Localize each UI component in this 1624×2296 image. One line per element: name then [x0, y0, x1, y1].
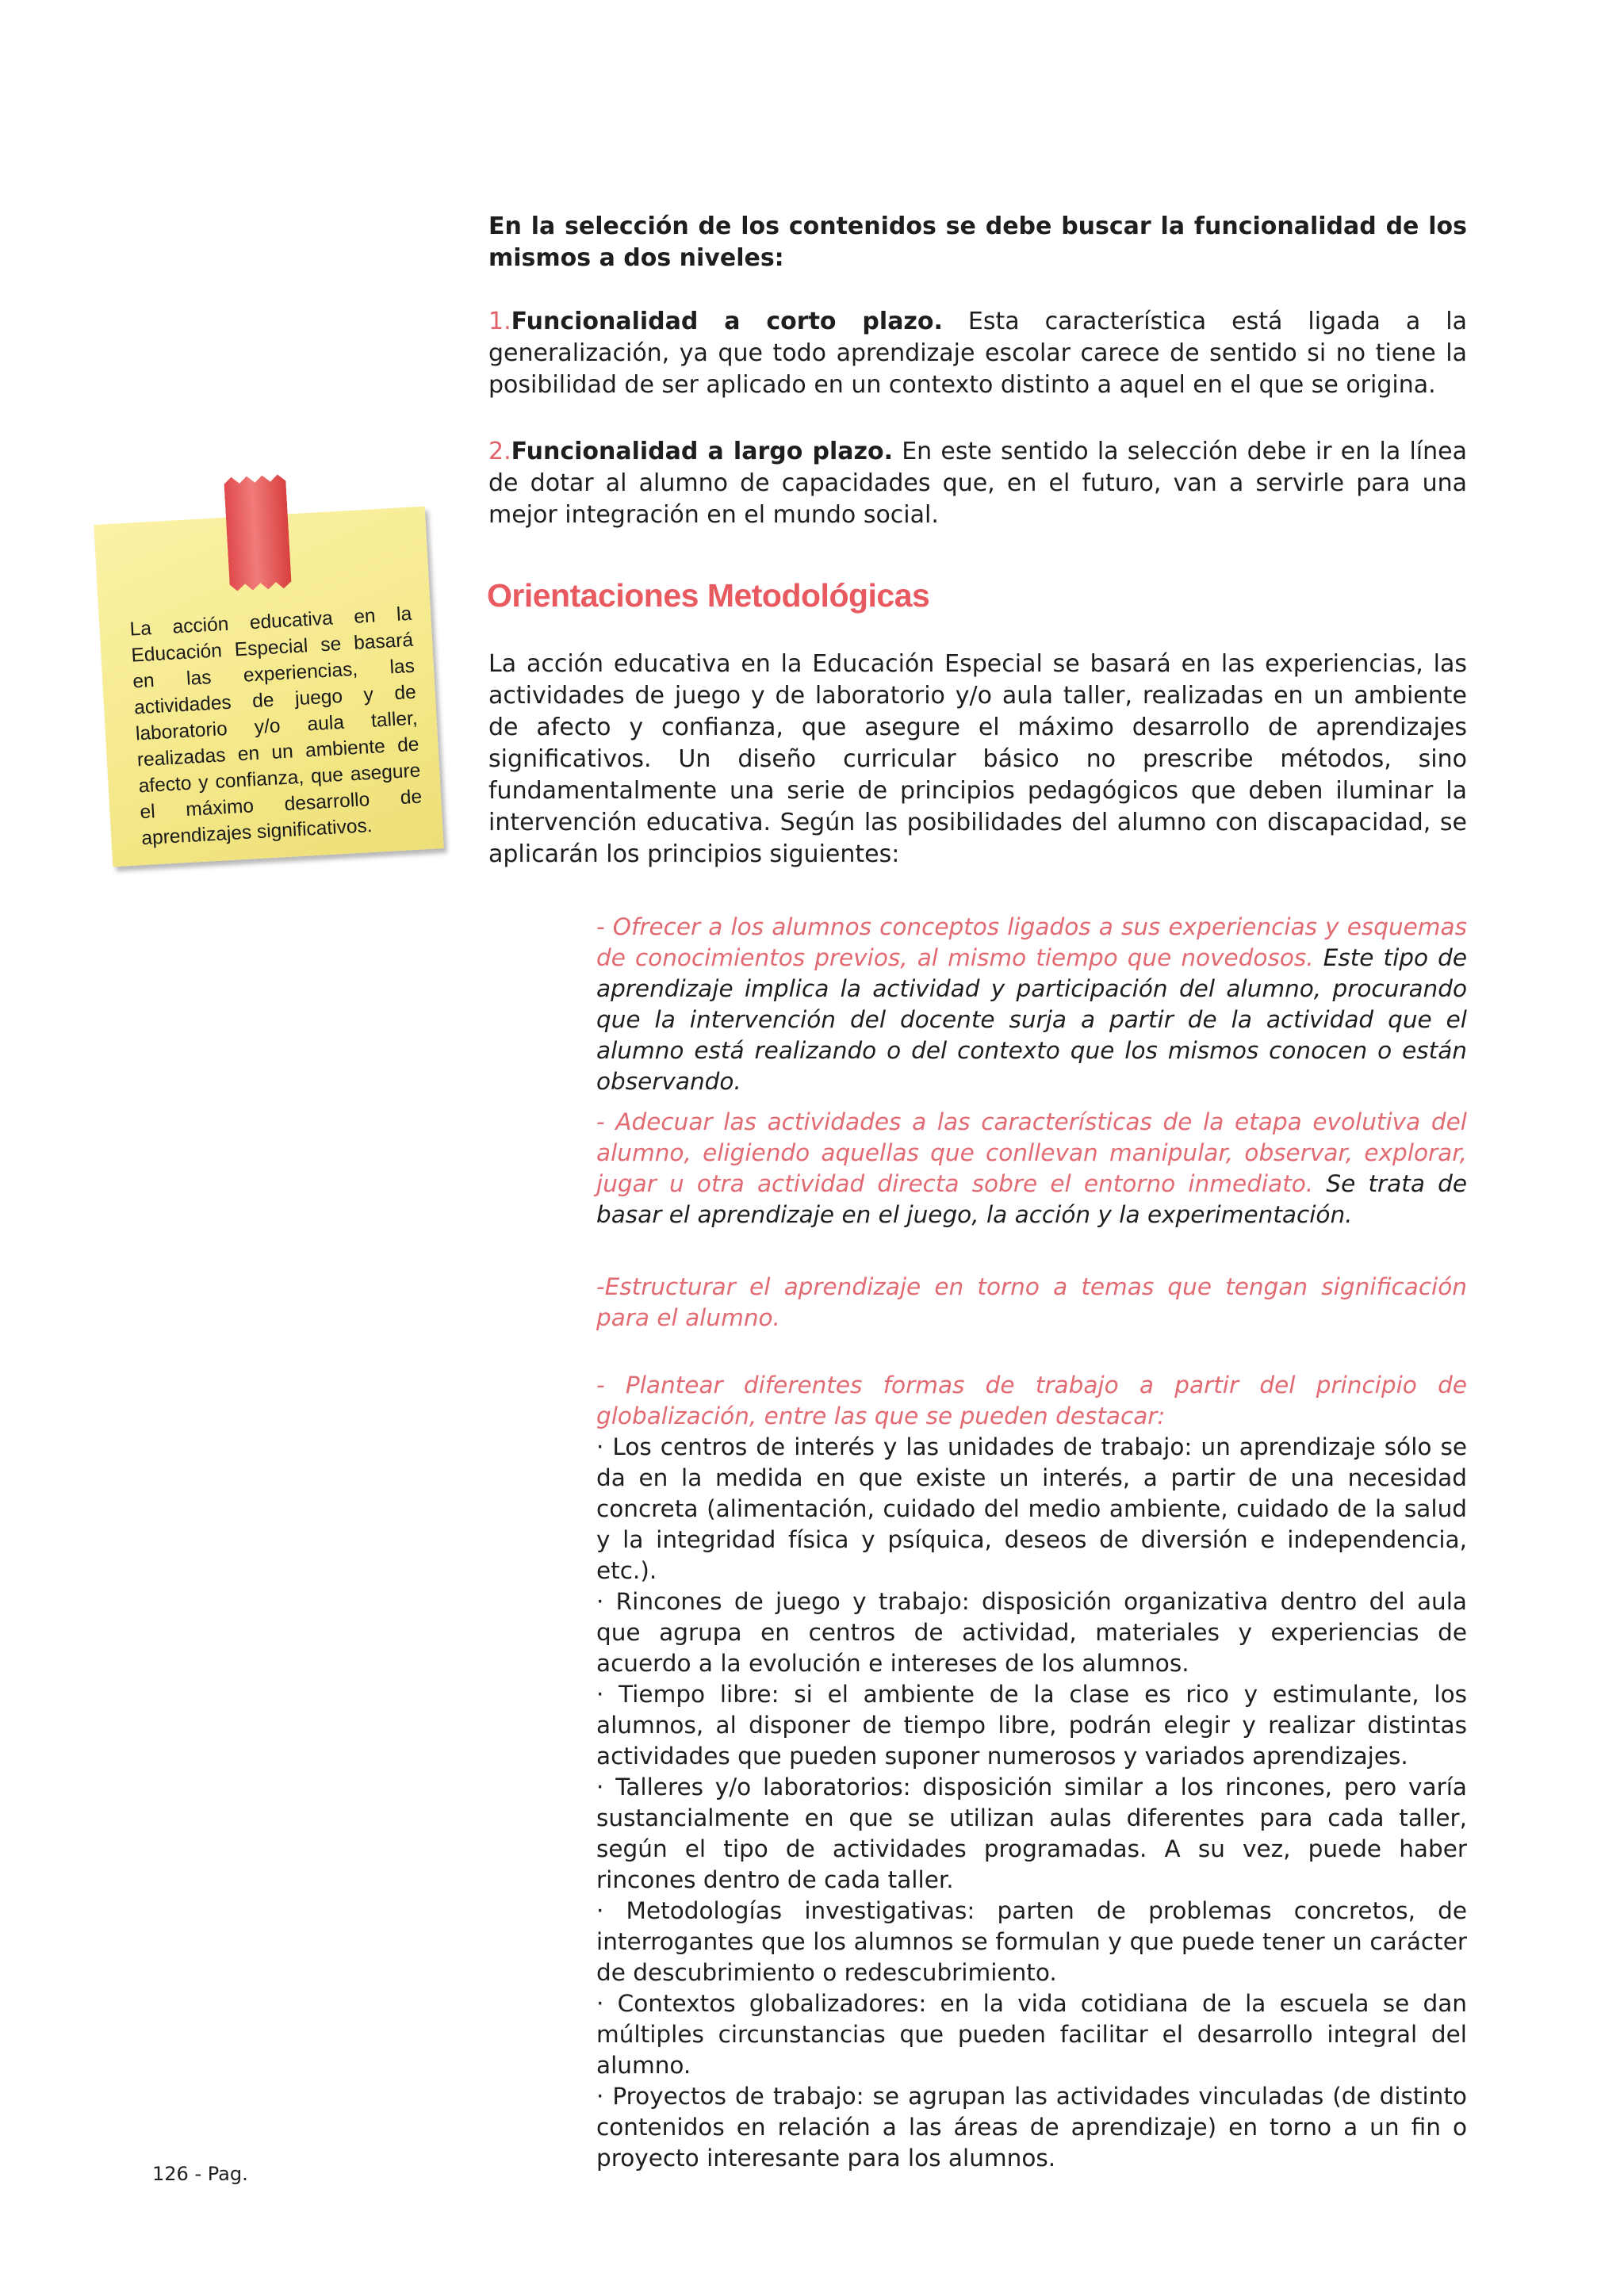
- principle-highlight: -Estructurar el aprendizaje en torno a temas que tengan significación para el alumno.: [596, 1273, 1467, 1331]
- sticky-note-text: La acción educativa en la Educación Especial se basará en las experiencias, las actividades de juego y de laboratorio y/o aula taller, realizadas en un ambiente de afecto y confianza, que asegure el máximo desarrollo de aprendizajes significativos.: [128, 603, 423, 850]
- principle-item: [596, 912, 1467, 1097]
- section-heading: Orientaciones Metodológicas: [487, 577, 930, 614]
- principle-rest: Se trata de basar el aprendizaje en el juego, la acción y la experimentación.: [596, 1170, 1467, 1228]
- item-largo-plazo: [488, 436, 1467, 531]
- method-item: · Los centros de interés y las unidades de trabajo: un aprendizaje sólo se da en la medida en que existe un interés, a partir de una necesidad concreta (alimentación, cuidado del medio ambiente, cuidado de la salud y la integridad física y psíquica, deseos de diversión e independencia, etc.).: [596, 1433, 1467, 1584]
- principle-rest: Este tipo de aprendizaje implica la actividad y participación del alumno, procurando que la intervención del docente surja a partir de la actividad que el alumno está realizando o del contexto que los mismos conocen o están observando.: [596, 944, 1467, 1095]
- method-item: · Tiempo libre: si el ambiente de la clase es rico y estimulante, los alumnos, al disponer de tiempo libre, podrán elegir y realizar distintas actividades que pueden suponer numerosos y variados aprendizajes.: [596, 1681, 1467, 1770]
- item-text: Esta característica está ligada a la generalización, ya que todo aprendizaje escolar carece de sentido si no tiene la posibilidad de ser aplicado en un contexto distinto a aquel en el que se origina.: [488, 308, 1467, 399]
- method-item: · Talleres y/o laboratorios: disposición similar a los rincones, pero varía sustancialmente en que se utilizan aulas diferentes para cada taller, según el tipo de actividades programadas. A su vez, puede haber rincones dentro de cada taller.: [596, 1774, 1467, 1893]
- item-number: 2.: [488, 438, 511, 465]
- principle-item: [596, 1370, 1467, 2174]
- tape-strip: [224, 474, 292, 591]
- principle-highlight: - Plantear diferentes formas de trabajo a partir del principio de globalización, entre las que se pueden destacar:: [596, 1372, 1467, 1429]
- page-number: 126 - Pag.: [152, 2163, 248, 2185]
- intro-paragraph: En la selección de los contenidos se debe buscar la funcionalidad de los mismos a dos niveles:: [488, 212, 1467, 272]
- body-paragraph: La acción educativa en la Educación Especial se basará en las experiencias, las actividades de juego y de laboratorio y/o aula taller, realizadas en un ambiente de afecto y confianza, que asegure el máximo desarrollo de aprendizajes significativos. Un diseño curricular básico no prescribe métodos, sino fundamentalmente una serie de principios pedagógicos que deben iluminar la intervención educativa. Según las posibilidades del alumno con discapacidad, se aplicarán los principios siguientes:: [488, 650, 1467, 868]
- principle-highlight: - Adecuar las actividades a las características de la etapa evolutiva del alumno, eligiendo aquellas que conllevan manipular, observar, explorar, jugar u otra actividad directa sobre el entorno inmediato.: [596, 1108, 1467, 1197]
- principle-highlight: - Ofrecer a los alumnos conceptos ligados a sus experiencias y esquemas de conocimientos previos, al mismo tiempo que novedosos.: [596, 913, 1467, 971]
- method-item: · Contextos globalizadores: en la vida cotidiana de la escuela se dan múltiples circunstancias que pueden facilitar el desarrollo integral del alumno.: [596, 1990, 1467, 2079]
- item-corto-plazo: [488, 306, 1467, 401]
- item-text: En este sentido la selección debe ir en la línea de dotar al alumno de capacidades que, en el futuro, van a servirle para una mejor integración en el mundo social.: [488, 438, 1467, 529]
- method-item: · Proyectos de trabajo: se agrupan las actividades vinculadas (de distinto contenidos en relación a las áreas de aprendizaje) en torno a un fin o proyecto interesante para los alumnos.: [596, 2083, 1467, 2172]
- item-number: 1.: [488, 308, 511, 335]
- item-title: Funcionalidad a corto plazo.: [511, 308, 943, 335]
- principle-item: [596, 1107, 1467, 1230]
- method-item: · Metodologías investigativas: parten de problemas concretos, de interrogantes que los alumnos se formulan y que puede tener un carácter de descubrimiento o redescubrimiento.: [596, 1897, 1467, 1986]
- method-item: · Rincones de juego y trabajo: disposición organizativa dentro del aula que agrupa en centros de actividad, materiales y experiencias de acuerdo a la evolución e intereses de los alumnos.: [596, 1588, 1467, 1677]
- item-title: Funcionalidad a largo plazo.: [511, 438, 893, 465]
- principle-item: [596, 1272, 1467, 1334]
